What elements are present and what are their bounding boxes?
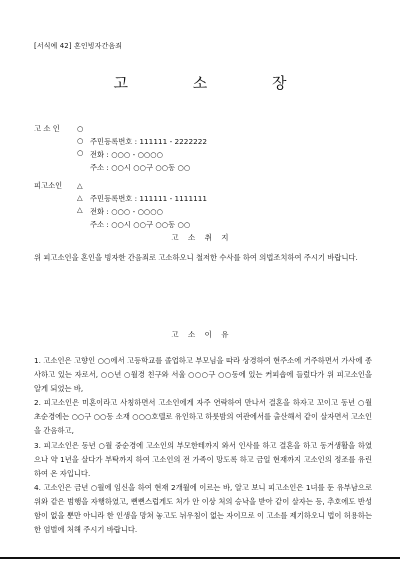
purpose-text: 위 피고소인을 혼인을 빙자한 간음죄로 고소하오니 철저한 수사를 하여 의법조치하여 주시기 바랍니다. (34, 253, 358, 262)
accused-id: 주민등록번호 : 111111 - 1111111 (90, 194, 208, 203)
complainant-address: 주소 : ○○시 ○○구 ○○동 ○○ (90, 163, 191, 172)
document-title: 고 소 장 (113, 74, 317, 92)
reason-paragraph: 3. 피고소인은 동년 ○월 중순경에 고소인의 부모한테까지 와서 인사를 하고 결혼을 하고 동거생활을 하였으나 약 1년을 살다가 부탁까지 하여 고소인의 전 가족이 망도록 하고 금일 현재까지 고소인의 정조를 유린하여 온 자입니다. (34, 440, 372, 478)
complainant-role: 고 소 인 (34, 124, 60, 133)
purpose-heading: 고 소 취 지 (171, 233, 229, 242)
complainant-id: 주민등록번호 : 111111 - 2222222 (90, 137, 208, 146)
accused-details (90, 193, 207, 232)
complainant-details (90, 136, 207, 175)
form-label: [서식예 42] 혼인빙자간음죄 (34, 42, 123, 50)
reasons-list (34, 354, 372, 537)
complainant-name: ○ ○ ○ (77, 124, 86, 158)
accused-name: △ △ △ (77, 181, 85, 215)
accused-role: 피고소인 (34, 181, 63, 190)
complainant-phone: 전화 : ○○○ - ○○○○ (90, 150, 164, 159)
reason-paragraph: 4. 고소인은 금년 ○월에 임신을 하여 현재 2개월에 이르는 바, 알고 보니 피고소인은 1녀를 둔 유부남으로 위와 같은 범행을 자행하였고, 뻔뻔스럽게도 처가 안 이상 처의 승낙을 받아 같이 살자는 등, 추호에도 반성함이 없을 뿐만 아니라 한 인생을 망쳐 놓고도 뉘우침이 없는 자이므로 이 고소를 제기하오니 법이 허용하는 한 엄벌에 처해 주시기 바랍니다. (34, 482, 372, 535)
accused-address: 주소 : ○○시 ○○구 ○○동 ○○ (90, 220, 191, 229)
reason-paragraph: 2. 피고소인은 미혼이라고 사칭하면서 고소인에게 자주 연락하여 만나서 결혼을 하자고 꼬이고 동년 ○월 초순경에는 ○○구 ○○동 소재 ○○○호텔로 유인하고 하룻밤의 여관에서를 출산해서 같이 살자면서 고소인을 간음하고, (34, 398, 372, 436)
accused-phone: 전화 : ○○○ - ○○○○ (90, 207, 164, 216)
reason-paragraph: 1. 고소인은 고향인 ○○에서 고등학교를 졸업하고 부모님을 따라 상경하여 현주소에 거주하면서 가사에 종사하고 있는 자로서, ○○년 ○월경 친구와 서울 ○○○구 ○○동에 있는 커피숍에 들렀다가 위 피고소인을 알게 되었는 바, (34, 356, 372, 394)
bottom-divider (0, 557, 400, 559)
reasons-heading: 고 소 이 유 (171, 330, 229, 339)
